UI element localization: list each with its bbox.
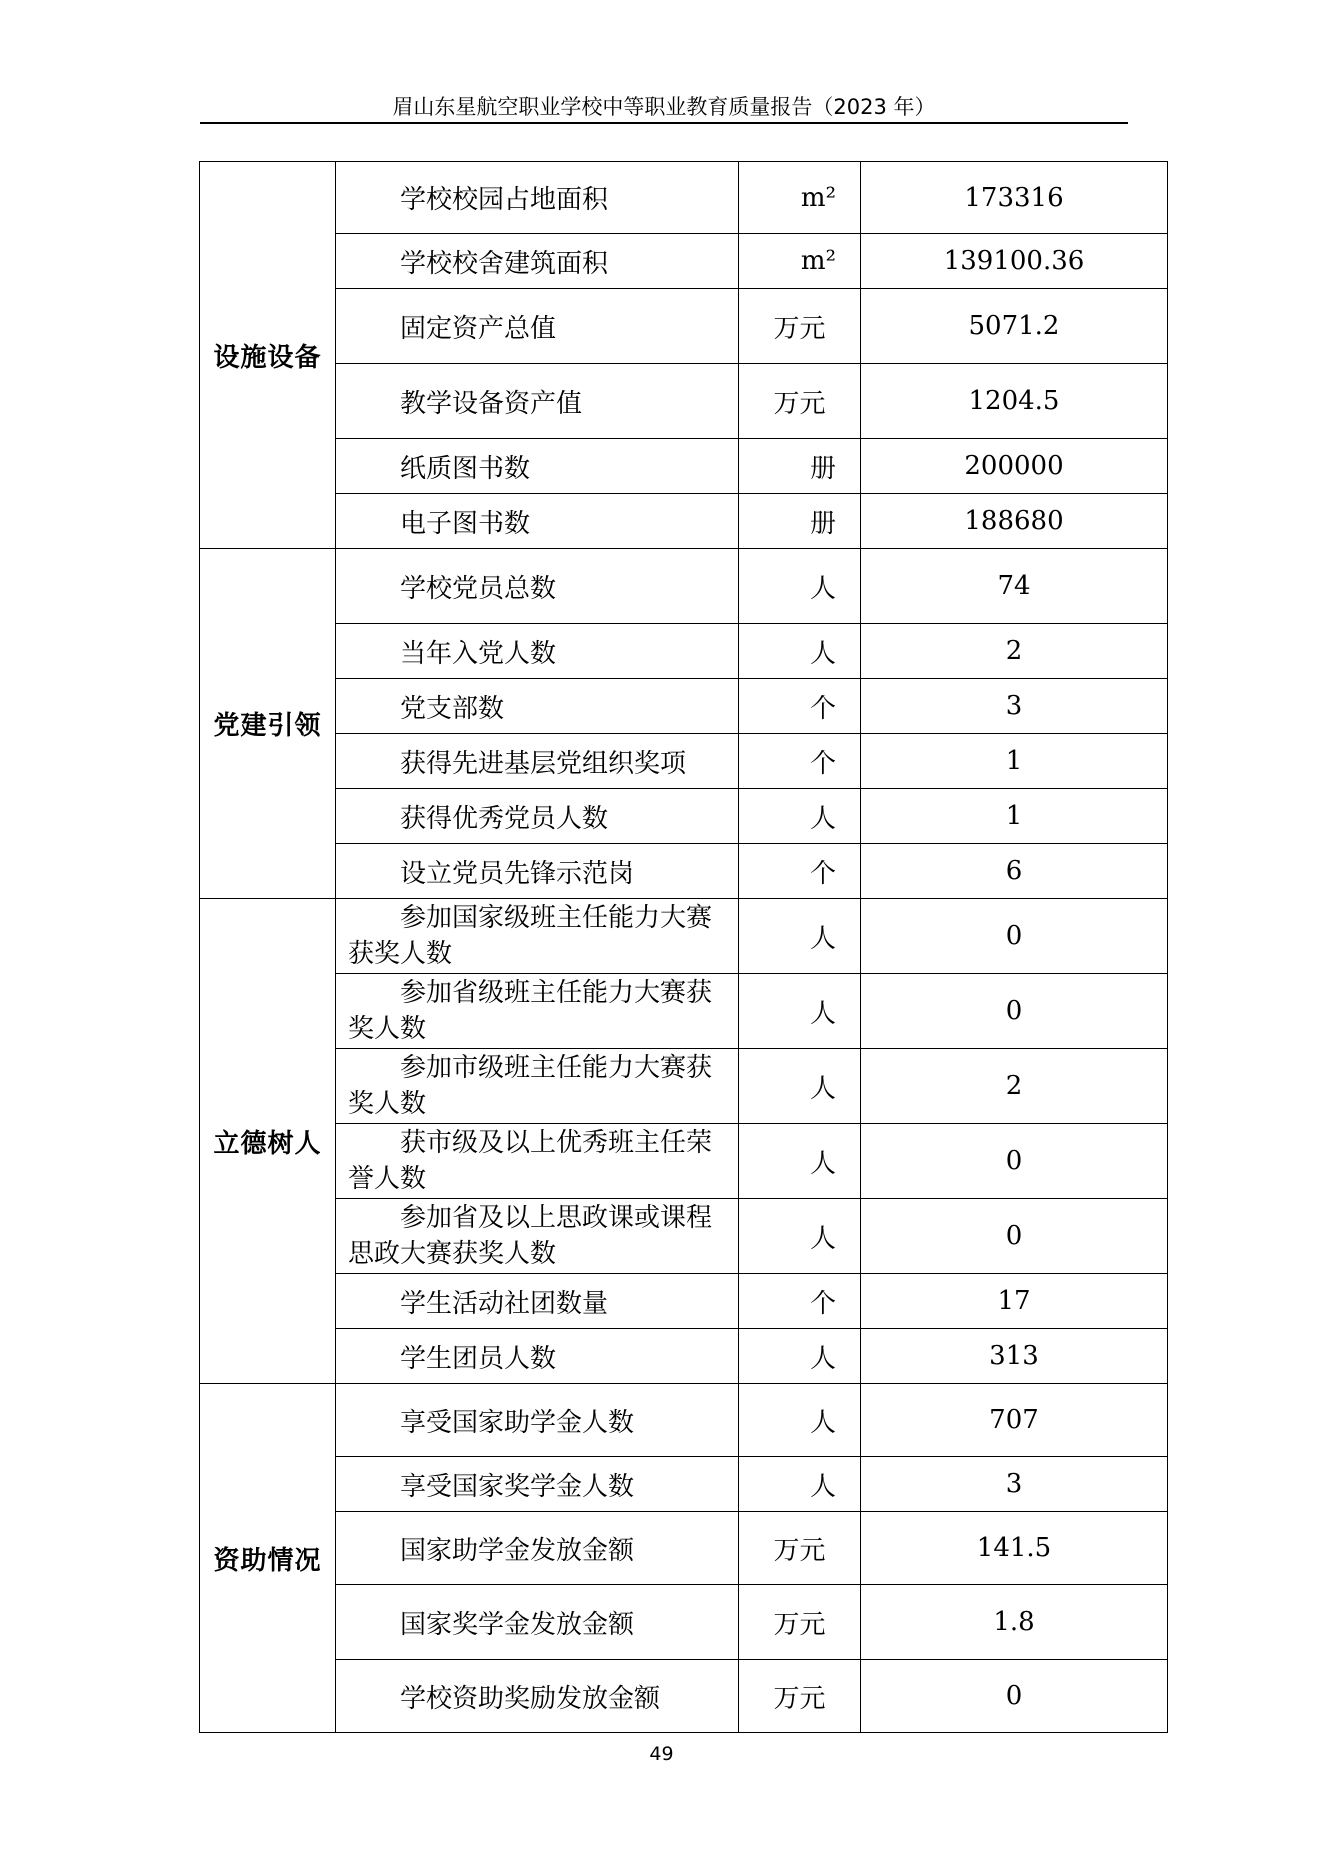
table-row (200, 1049, 1168, 1124)
value-cell: 3 (861, 679, 1168, 734)
table-row (200, 974, 1168, 1049)
item-cell: 固定资产总值 (336, 289, 739, 364)
table-row (200, 1660, 1168, 1733)
table-row (200, 1199, 1168, 1274)
unit-cell: 万元 (739, 1585, 861, 1660)
value-cell: 6 (861, 844, 1168, 899)
unit-cell: 万元 (739, 364, 861, 439)
value-cell: 139100.36 (861, 234, 1168, 289)
category-cell: 立德树人 (200, 899, 336, 1384)
unit-cell: 人 (739, 899, 861, 974)
table-row (200, 679, 1168, 734)
unit-cell: 人 (739, 549, 861, 624)
value-cell: 0 (861, 899, 1168, 974)
report-header-title: 眉山东星航空职业学校中等职业教育质量报告（2023 年） (392, 95, 936, 119)
unit-cell: m² (739, 234, 861, 289)
item-cell: 参加国家级班主任能力大赛获奖人数 (336, 899, 739, 974)
value-cell: 5071.2 (861, 289, 1168, 364)
item-cell: 享受国家奖学金人数 (336, 1457, 739, 1512)
item-cell: 获得先进基层党组织奖项 (336, 734, 739, 789)
value-cell: 1 (861, 734, 1168, 789)
unit-cell: 人 (739, 974, 861, 1049)
value-cell: 0 (861, 1660, 1168, 1733)
table-row (200, 289, 1168, 364)
table-row (200, 1124, 1168, 1199)
category-cell: 设施设备 (200, 162, 336, 549)
item-cell: 教学设备资产值 (336, 364, 739, 439)
value-cell: 17 (861, 1274, 1168, 1329)
unit-cell: 个 (739, 734, 861, 789)
item-cell: 享受国家助学金人数 (336, 1384, 739, 1457)
value-cell: 188680 (861, 494, 1168, 549)
value-cell: 1 (861, 789, 1168, 844)
item-cell: 参加省级班主任能力大赛获奖人数 (336, 974, 739, 1049)
value-cell: 707 (861, 1384, 1168, 1457)
item-cell: 学生团员人数 (336, 1329, 739, 1384)
item-cell: 学校校舍建筑面积 (336, 234, 739, 289)
item-cell: 学校党员总数 (336, 549, 739, 624)
value-cell: 0 (861, 1124, 1168, 1199)
item-cell: 国家奖学金发放金额 (336, 1585, 739, 1660)
unit-cell: 人 (739, 1457, 861, 1512)
table-row (200, 364, 1168, 439)
table-row (200, 549, 1168, 624)
item-cell: 学生活动社团数量 (336, 1274, 739, 1329)
unit-cell: m² (739, 162, 861, 234)
table-row (200, 1512, 1168, 1585)
value-cell: 3 (861, 1457, 1168, 1512)
item-cell: 获得优秀党员人数 (336, 789, 739, 844)
item-cell: 当年入党人数 (336, 624, 739, 679)
value-cell: 1.8 (861, 1585, 1168, 1660)
table-row (200, 234, 1168, 289)
unit-cell: 万元 (739, 289, 861, 364)
table-row (200, 734, 1168, 789)
unit-cell: 人 (739, 1199, 861, 1274)
item-cell: 党支部数 (336, 679, 739, 734)
table-row (200, 1585, 1168, 1660)
category-cell: 党建引领 (200, 549, 336, 899)
value-cell: 173316 (861, 162, 1168, 234)
unit-cell: 册 (739, 439, 861, 494)
table-row (200, 1329, 1168, 1384)
table-row (200, 624, 1168, 679)
table-row (200, 1384, 1168, 1457)
item-cell: 国家助学金发放金额 (336, 1512, 739, 1585)
category-cell: 资助情况 (200, 1384, 336, 1733)
table-row (200, 789, 1168, 844)
unit-cell: 人 (739, 789, 861, 844)
value-cell: 74 (861, 549, 1168, 624)
unit-cell: 人 (739, 624, 861, 679)
unit-cell: 人 (739, 1049, 861, 1124)
table-row (200, 1274, 1168, 1329)
table-row (200, 899, 1168, 974)
unit-cell: 人 (739, 1329, 861, 1384)
unit-cell: 个 (739, 844, 861, 899)
table-row (200, 439, 1168, 494)
value-cell: 0 (861, 974, 1168, 1049)
table-row (200, 844, 1168, 899)
value-cell: 2 (861, 624, 1168, 679)
table-row (200, 1457, 1168, 1512)
value-cell: 0 (861, 1199, 1168, 1274)
unit-cell: 人 (739, 1124, 861, 1199)
table-row (200, 494, 1168, 549)
statistics-table (199, 161, 1168, 1733)
item-cell: 设立党员先锋示范岗 (336, 844, 739, 899)
item-cell: 电子图书数 (336, 494, 739, 549)
page-number: 49 (649, 1743, 674, 1765)
item-cell: 获市级及以上优秀班主任荣誉人数 (336, 1124, 739, 1199)
unit-cell: 册 (739, 494, 861, 549)
header-divider (200, 122, 1128, 124)
item-cell: 参加市级班主任能力大赛获奖人数 (336, 1049, 739, 1124)
value-cell: 141.5 (861, 1512, 1168, 1585)
item-cell: 学校资助奖励发放金额 (336, 1660, 739, 1733)
item-cell: 纸质图书数 (336, 439, 739, 494)
unit-cell: 万元 (739, 1660, 861, 1733)
table-row (200, 162, 1168, 234)
value-cell: 1204.5 (861, 364, 1168, 439)
value-cell: 2 (861, 1049, 1168, 1124)
unit-cell: 万元 (739, 1512, 861, 1585)
value-cell: 200000 (861, 439, 1168, 494)
statistics-table-body (200, 162, 1168, 1733)
value-cell: 313 (861, 1329, 1168, 1384)
item-cell: 参加省及以上思政课或课程思政大赛获奖人数 (336, 1199, 739, 1274)
item-cell: 学校校园占地面积 (336, 162, 739, 234)
unit-cell: 个 (739, 1274, 861, 1329)
unit-cell: 人 (739, 1384, 861, 1457)
unit-cell: 个 (739, 679, 861, 734)
